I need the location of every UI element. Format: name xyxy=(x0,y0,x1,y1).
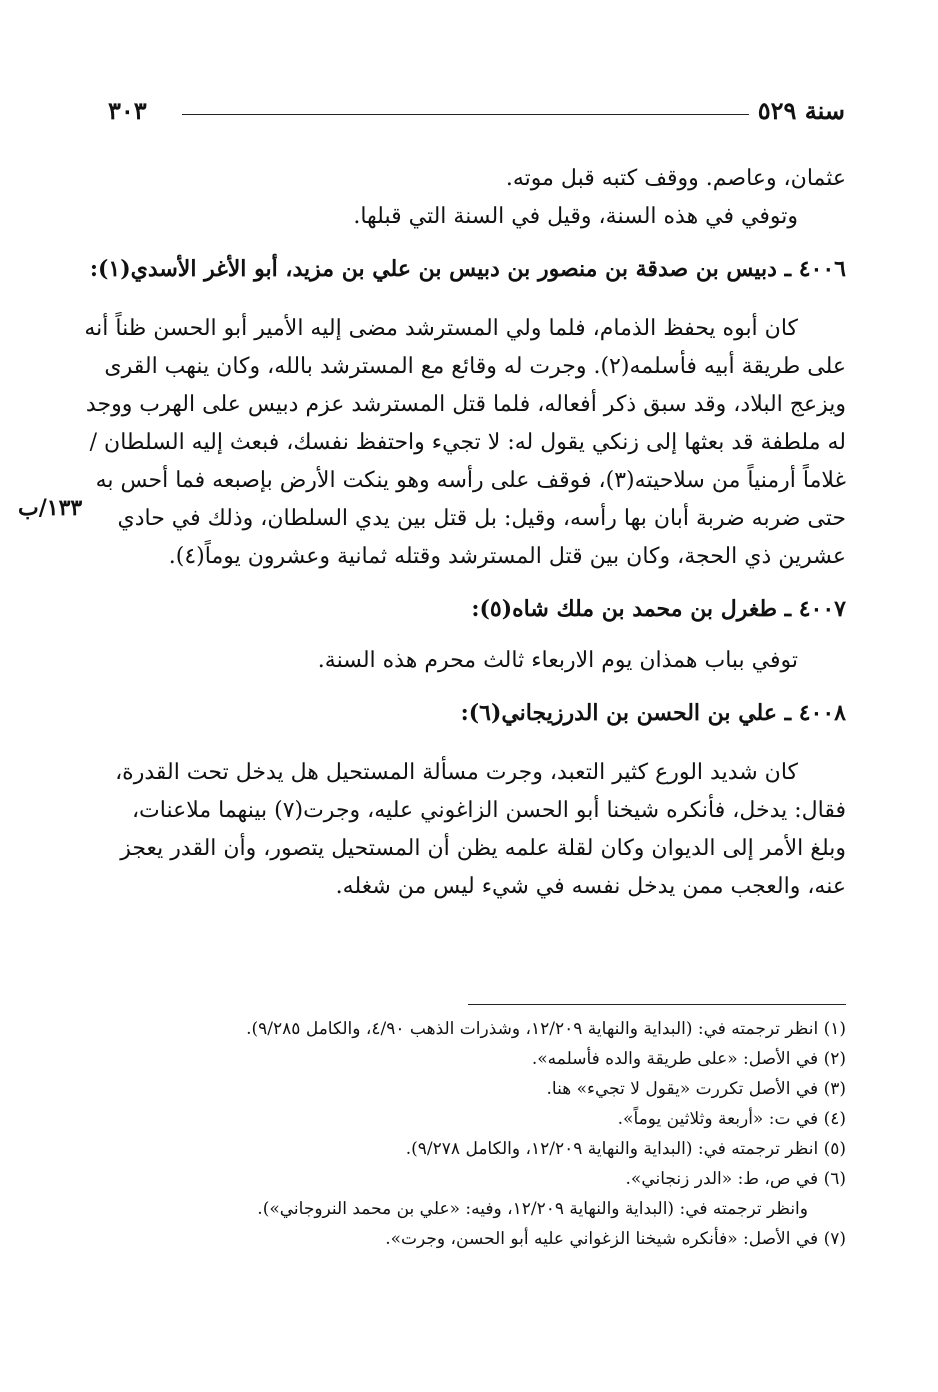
footnote: (٤) في ت: «أربعة وثلاثين يوماً». xyxy=(617,1109,846,1129)
running-head-year: سنة ٥٢٩ xyxy=(757,96,845,125)
text-line: غلاماً أرمنياً من سلاحيته(٣)، فوقف على رأسه وهو ينكت الأرض بإصبعه فما أحس به xyxy=(95,468,846,493)
text-line: عثمان، وعاصم. ووقف كتبه قبل موته. xyxy=(505,166,846,191)
footnote: (٦) في ص، ط: «الدر زنجاني». xyxy=(625,1169,846,1189)
footnote: (٣) في الأصل تكررت «يقول لا تجيء» هنا. xyxy=(546,1079,846,1099)
footnote-separator xyxy=(468,1004,846,1005)
text-line: له ملطفة قد بعثها إلى زنكي يقول له: لا تجيء واحتفظ نفسك، فبعث إليه السلطان / xyxy=(89,430,846,455)
text-line: على طريقة أبيه فأسلمه(٢). وجرت له وقائع مع المسترشد بالله، وكان ينهب القرى xyxy=(104,354,846,379)
entry-heading-4007: ٤٠٠٧ ـ طغرل بن محمد بن ملك شاه(٥): xyxy=(471,596,846,622)
text-line: عشرين ذي الحجة، وكان بين قتل المسترشد وقتله ثمانية وعشرون يوماً(٤). xyxy=(168,544,846,569)
header-rule xyxy=(182,114,749,115)
footnote: (١) انظر ترجمته في: (البداية والنهاية ١٢/٢٠٩، وشذرات الذهب ٤/٩٠، والكامل ٩/٢٨٥). xyxy=(246,1019,846,1039)
text-line: وبلغ الأمر إلى الديوان وكان لقلة علمه يظن أن المستحيل يتصور، وأن القدر يعجز xyxy=(120,836,846,861)
text-line: حتى ضربه ضربة أبان بها رأسه، وقيل: بل قتل بين يدي السلطان، وذلك في حادي xyxy=(117,506,846,531)
main-text xyxy=(84,160,846,906)
footnote: (٧) في الأصل: «فأنكره شيخنا الزغواني عليه أبو الحسن، وجرت». xyxy=(385,1229,846,1249)
footnote: (٥) انظر ترجمته في: (البداية والنهاية ١٢/٢٠٩، والكامل ٩/٢٧٨). xyxy=(405,1139,846,1159)
page-number: ٣٠٣ xyxy=(108,96,147,125)
text-line: وتوفي في هذه السنة، وقيل في السنة التي قبلها. xyxy=(353,204,798,229)
footnote-continuation: وانظر ترجمته في: (البداية والنهاية ١٢/٢٠٩، وفيه: «علي بن محمد النروجاني»). xyxy=(257,1199,808,1219)
footnotes xyxy=(160,1014,846,1254)
page-header xyxy=(108,96,845,132)
text-line: ويزعج البلاد، وقد سبق ذكر أفعاله، فلما قتل المسترشد عزم دبيس على الهرب ووجد xyxy=(85,392,846,417)
entry-heading-4008: ٤٠٠٨ ـ علي بن الحسن بن الدرزيجاني(٦): xyxy=(460,700,846,726)
text-line: كان شديد الورع كثير التعبد، وجرت مسألة المستحيل هل يدخل تحت القدرة، xyxy=(115,760,798,785)
text-line: توفي بباب همذان يوم الاربعاء ثالث محرم هذه السنة. xyxy=(317,648,798,673)
manuscript-folio-note: ١٣٣/ب xyxy=(18,495,83,521)
entry-heading-4006: ٤٠٠٦ ـ دبيس بن صدقة بن منصور بن دبيس بن علي بن مزيد، أبو الأغر الأسدي(١): xyxy=(89,256,846,282)
text-line: فقال: يدخل، فأنكره شيخنا أبو الحسن الزاغوني عليه، وجرت(٧) بينهما ملاعنات، xyxy=(131,798,846,823)
text-line: كان أبوه يحفظ الذمام، فلما ولي المسترشد مضى إليه الأمير أبو الحسن ظناً أنه xyxy=(84,316,798,341)
text-line: عنه، والعجب ممن يدخل نفسه في شيء ليس من شغله. xyxy=(335,874,846,899)
footnote: (٢) في الأصل: «على طريقة والده فأسلمه». xyxy=(531,1049,846,1069)
